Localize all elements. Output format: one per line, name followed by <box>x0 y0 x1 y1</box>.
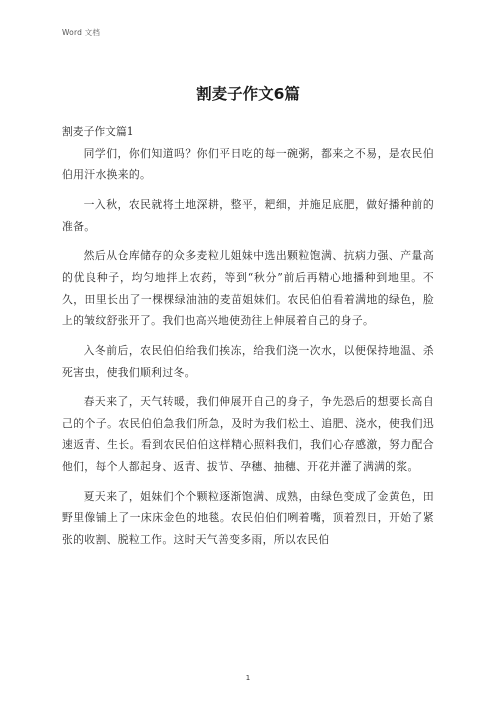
document-body <box>62 121 434 559</box>
paragraph-2: 一入秋，农民就将土地深耕，整平，耙细，并施足底肥，做好播种前的准备。 <box>62 197 434 233</box>
paragraph-3: 然后从仓库储存的众多麦粒儿姐妹中选出颗粒饱满、抗病力强、产量高的优良种子，均匀地拌上农药，等到“秋分”前后再精心地播种到地里。不久，田里长出了一棵棵绿油油的麦苗姐妹们。农民伯伯看着满地的绿色，脸上的皱纹舒张开了。我们也高兴地使劲往上伸展着自己的身子。 <box>62 249 434 328</box>
paragraph-1: 同学们，你们知道吗？你们平日吃的每一碗粥，都来之不易，是农民伯伯用汗水换来的。 <box>62 146 434 182</box>
page-number: 1 <box>245 674 251 682</box>
section-heading: 割麦子作文篇1 <box>62 125 134 138</box>
paragraph-5: 春天来了，天气转暖，我们伸展开自己的身子，争先恐后的想要长高自己的个子。农民伯伯急我们所急，及时为我们松土、追肥、浇水，使我们迅速返青、生长。看到农民伯伯这样精心照料我们，我们心存感激，努力配合他们，每个人都起身、返青、拔节、孕穗、抽穗、开花并灌了满满的浆。 <box>62 395 434 474</box>
paragraph-4: 入冬前后，农民伯伯给我们挨冻，给我们浇一次水，以便保持地温、杀死害虫，使我们顺利过冬。 <box>62 343 434 379</box>
document-header-label: Word 文档 <box>62 28 101 37</box>
document-title: 割麦子作文6篇 <box>196 85 300 103</box>
paragraph-6: 夏天来了，姐妹们个个颗粒逐渐饱满、成熟，由绿色变成了金黄色，田野里像铺上了一床床金色的地毯。农民伯伯们咧着嘴，顶着烈日，开始了紧张的收割、脱粒工作。这时天气善变多雨，所以农民伯 <box>62 489 434 547</box>
